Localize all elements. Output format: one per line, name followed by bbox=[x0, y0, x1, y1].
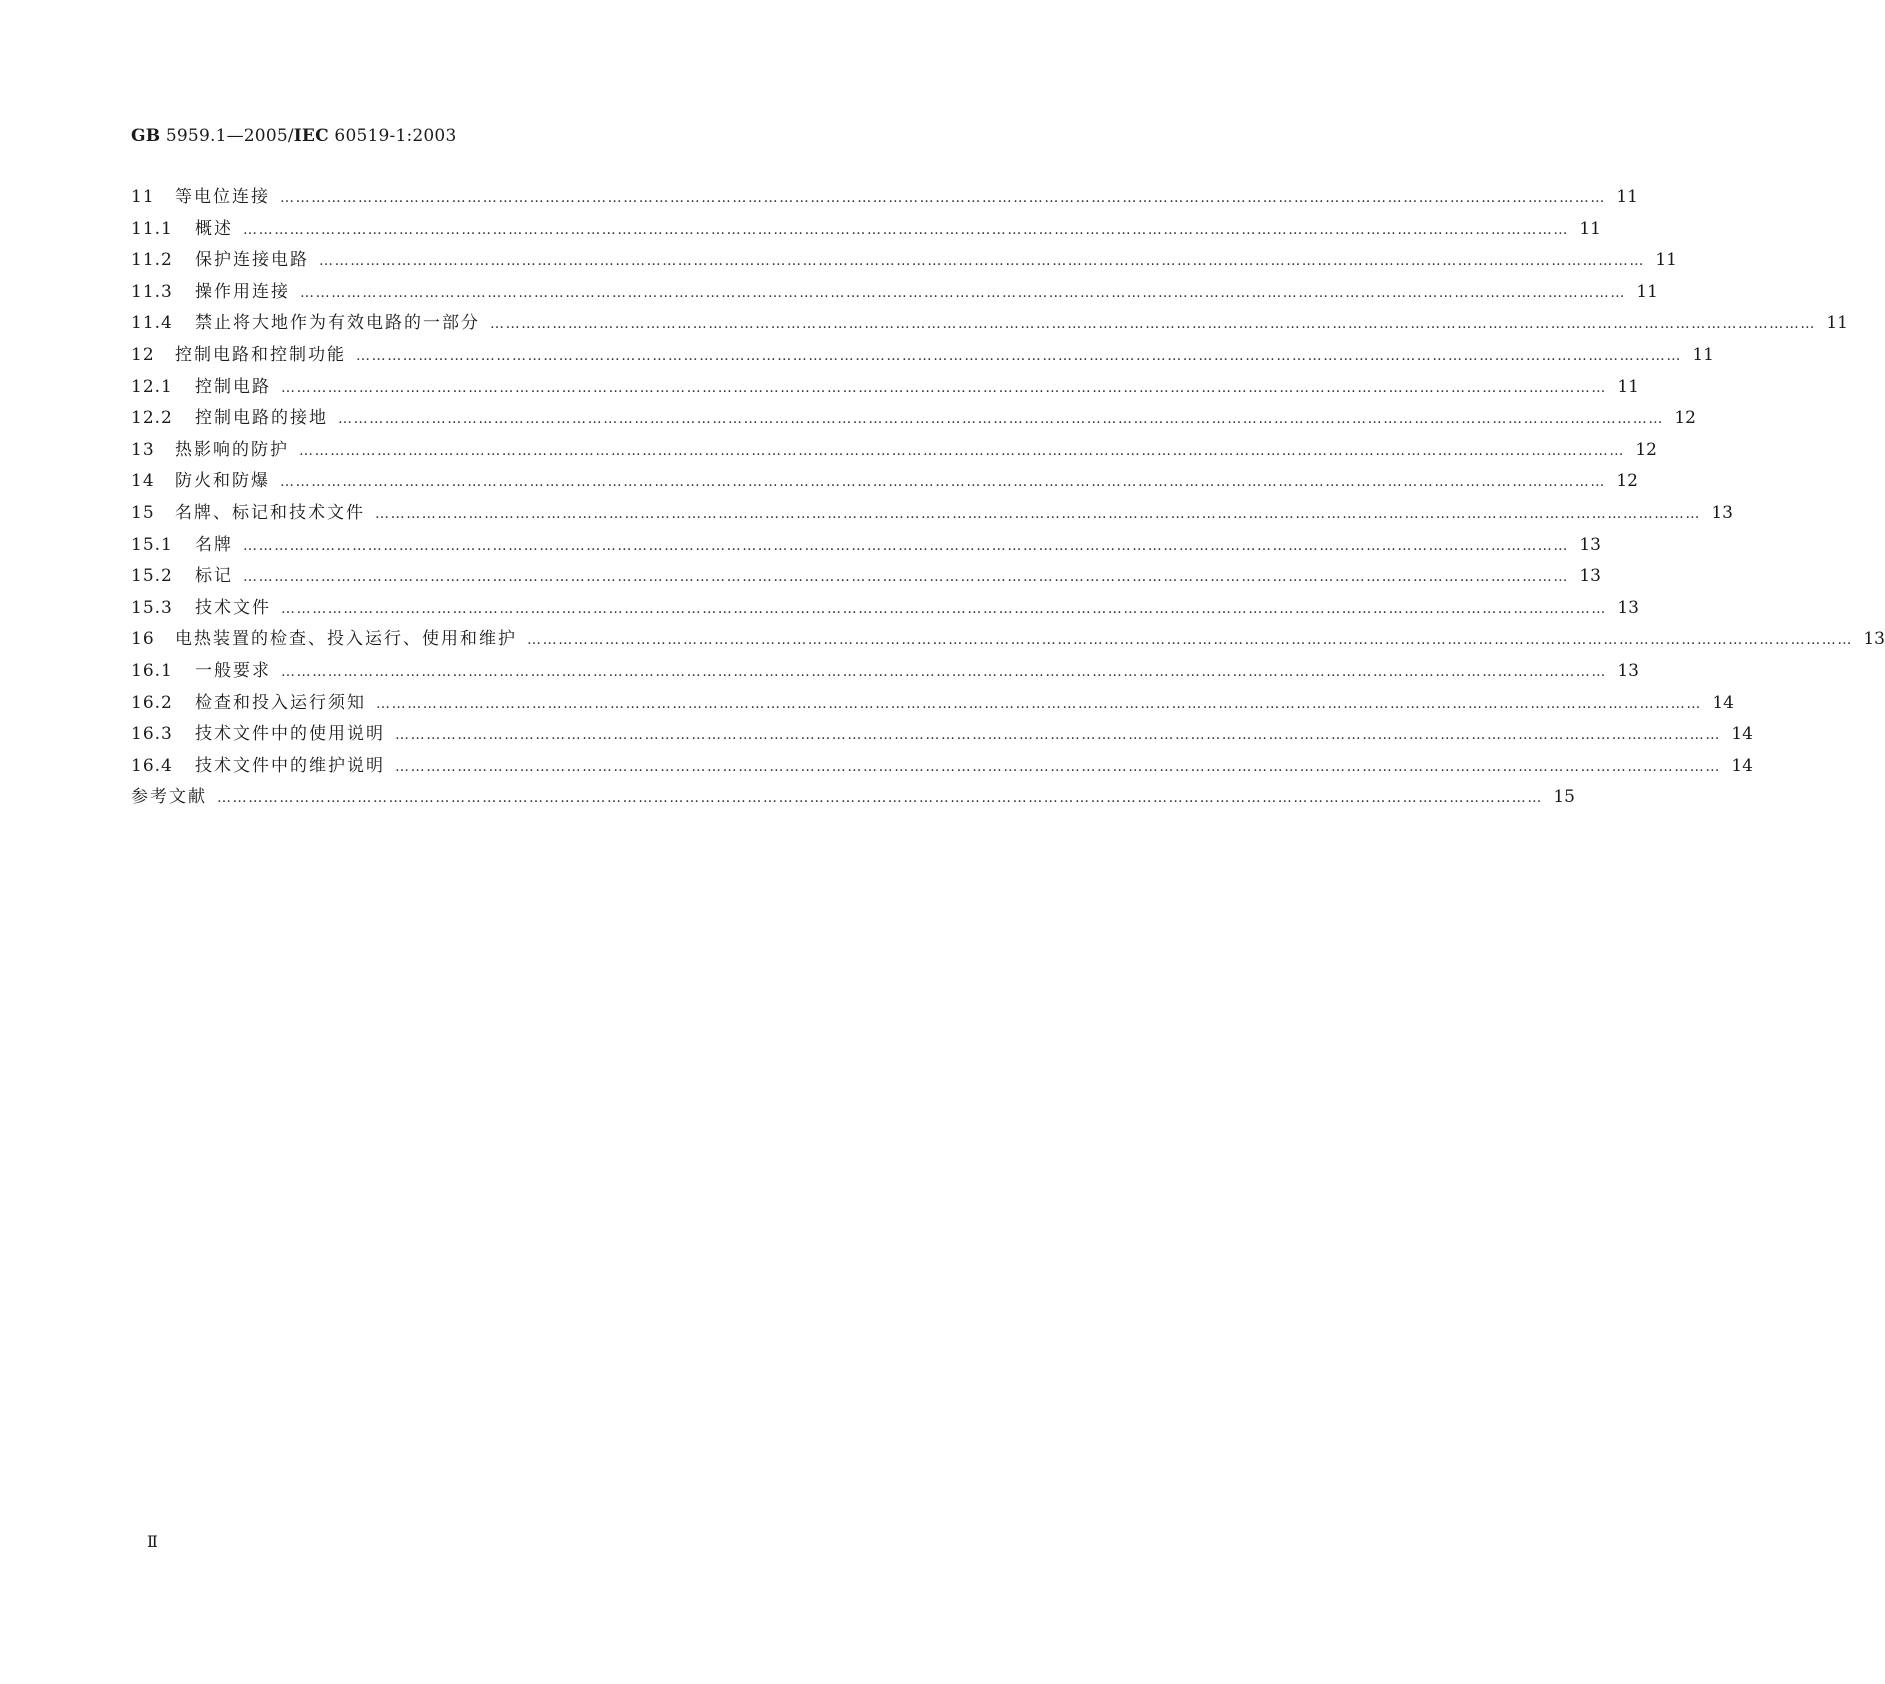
toc-entry-page: 12 bbox=[1674, 408, 1696, 429]
toc-entry-number: 16 bbox=[131, 629, 155, 650]
toc-dot-leader: ………………………………………………………………………………………………………………………………………………………………………………………………………………………………… bbox=[376, 695, 1702, 712]
toc-entry-page: 13 bbox=[1863, 629, 1885, 650]
toc-entry-number: 11.1 bbox=[131, 218, 173, 239]
toc-dot-leader: ………………………………………………………………………………………………………………………………………………………………………………………………………………………………… bbox=[281, 663, 1607, 680]
toc-entry-page: 11 bbox=[1617, 376, 1639, 397]
document-header bbox=[131, 126, 456, 146]
toc-entry-page: 12 bbox=[1616, 471, 1638, 492]
toc-entry-number: 12.2 bbox=[131, 408, 173, 429]
toc-entry-page: 11 bbox=[1636, 281, 1658, 302]
toc-entry-title: 检查和投入运行须知 bbox=[195, 692, 366, 713]
toc-entry-title: 防火和防爆 bbox=[175, 471, 270, 492]
toc-entry-title: 一般要求 bbox=[195, 660, 271, 681]
toc-entry[interactable] bbox=[131, 561, 1601, 593]
toc-entry-number: 14 bbox=[131, 471, 155, 492]
toc-entry[interactable] bbox=[131, 214, 1601, 246]
toc-entry-number: 16.3 bbox=[131, 724, 173, 745]
toc-dot-leader: ………………………………………………………………………………………………………………………………………………………………………………………………………………………………… bbox=[243, 221, 1569, 238]
toc-entry-number: 16.2 bbox=[131, 692, 173, 713]
toc-dot-leader: ………………………………………………………………………………………………………………………………………………………………………………………………………………………………… bbox=[356, 347, 1682, 364]
toc-dot-leader: ………………………………………………………………………………………………………………………………………………………………………………………………………………………………… bbox=[319, 253, 1645, 270]
toc-entry-page: 12 bbox=[1635, 439, 1657, 460]
toc-entry-page: 13 bbox=[1617, 597, 1639, 618]
toc-entry-number: 15 bbox=[131, 502, 155, 523]
toc-entry[interactable] bbox=[131, 656, 1639, 688]
toc-entry[interactable] bbox=[131, 277, 1658, 309]
toc-entry-page: 14 bbox=[1731, 755, 1753, 776]
toc-entry-title: 等电位连接 bbox=[175, 187, 270, 207]
toc-entry[interactable] bbox=[131, 245, 1677, 277]
table-of-contents bbox=[131, 182, 1885, 814]
toc-entry-title: 技术文件中的维护说明 bbox=[195, 755, 385, 776]
toc-entry-title: 禁止将大地作为有效电路的一部分 bbox=[195, 313, 480, 334]
toc-entry-number: 15.1 bbox=[131, 534, 173, 555]
toc-entry-number: 12 bbox=[131, 344, 155, 365]
toc-entry[interactable] bbox=[131, 435, 1657, 467]
toc-entry[interactable] bbox=[131, 751, 1753, 783]
toc-dot-leader: ………………………………………………………………………………………………………………………………………………………………………………………………………………………………… bbox=[395, 758, 1721, 775]
toc-entry[interactable] bbox=[131, 403, 1696, 435]
toc-entry[interactable] bbox=[131, 372, 1639, 404]
toc-entry-title: 热影响的防护 bbox=[175, 439, 289, 460]
toc-entry-title: 技术文件 bbox=[195, 597, 271, 618]
toc-entry-number: 11.3 bbox=[131, 281, 173, 302]
standard-number: 5959.1—2005/ bbox=[160, 126, 294, 146]
toc-entry-title: 标记 bbox=[195, 566, 233, 587]
toc-entry[interactable] bbox=[131, 340, 1714, 372]
toc-dot-leader: ………………………………………………………………………………………………………………………………………………………………………………………………………………………………… bbox=[280, 190, 1606, 206]
toc-entry[interactable] bbox=[131, 530, 1601, 562]
toc-entry-title: 控制电路的接地 bbox=[195, 408, 328, 429]
toc-entry-page: 14 bbox=[1731, 724, 1753, 745]
toc-entry-page: 11 bbox=[1655, 250, 1677, 271]
toc-entry-number: 13 bbox=[131, 439, 155, 460]
toc-dot-leader: ………………………………………………………………………………………………………………………………………………………………………………………………………………………………… bbox=[217, 790, 1543, 807]
toc-dot-leader: ………………………………………………………………………………………………………………………………………………………………………………………………………………………………… bbox=[300, 284, 1626, 301]
toc-entry-title: 控制电路 bbox=[195, 376, 271, 397]
toc-dot-leader: ………………………………………………………………………………………………………………………………………………………………………………………………………………………………… bbox=[338, 411, 1664, 428]
toc-entry[interactable] bbox=[131, 782, 1575, 814]
toc-dot-leader: ………………………………………………………………………………………………………………………………………………………………………………………………………………………………… bbox=[527, 632, 1853, 649]
toc-entry-title: 电热装置的检查、投入运行、使用和维护 bbox=[175, 629, 517, 650]
toc-entry-title: 技术文件中的使用说明 bbox=[195, 724, 385, 745]
standard-code: GB bbox=[131, 126, 161, 146]
toc-entry[interactable] bbox=[131, 688, 1734, 720]
toc-entry-page: 11 bbox=[1579, 218, 1601, 239]
toc-entry-title: 名牌 bbox=[195, 534, 233, 555]
page-number: Ⅱ bbox=[147, 1532, 158, 1551]
toc-entry-title: 保护连接电路 bbox=[195, 250, 309, 271]
toc-entry-number: 11.2 bbox=[131, 250, 173, 271]
toc-entry-page: 13 bbox=[1579, 534, 1601, 555]
toc-entry-title: 控制电路和控制功能 bbox=[175, 344, 346, 365]
toc-entry-title: 名牌、标记和技术文件 bbox=[175, 502, 365, 523]
toc-dot-leader: ………………………………………………………………………………………………………………………………………………………………………………………………………………………………… bbox=[299, 442, 1625, 459]
toc-dot-leader: ………………………………………………………………………………………………………………………………………………………………………………………………………………………………… bbox=[375, 505, 1701, 522]
toc-dot-leader: ………………………………………………………………………………………………………………………………………………………………………………………………………………………………… bbox=[281, 600, 1607, 617]
toc-entry-page: 15 bbox=[1553, 787, 1575, 808]
toc-entry-page: 13 bbox=[1711, 502, 1733, 523]
toc-dot-leader: ………………………………………………………………………………………………………………………………………………………………………………………………………………………………… bbox=[490, 316, 1816, 333]
iec-code: IEC bbox=[293, 126, 329, 146]
toc-entry[interactable] bbox=[131, 593, 1639, 625]
toc-entry-page: 11 bbox=[1616, 187, 1638, 207]
toc-dot-leader: ………………………………………………………………………………………………………………………………………………………………………………………………………………………………… bbox=[281, 379, 1607, 396]
toc-entry[interactable] bbox=[131, 182, 1638, 214]
toc-entry-number: 16.1 bbox=[131, 660, 173, 681]
toc-entry-title: 操作用连接 bbox=[195, 281, 290, 302]
toc-entry-title: 参考文献 bbox=[131, 787, 207, 808]
toc-entry-page: 13 bbox=[1579, 566, 1601, 587]
toc-entry-page: 11 bbox=[1826, 313, 1848, 334]
toc-entry[interactable] bbox=[131, 466, 1638, 498]
toc-entry-page: 13 bbox=[1617, 660, 1639, 681]
toc-entry[interactable] bbox=[131, 624, 1885, 656]
toc-entry-title: 概述 bbox=[195, 218, 233, 239]
toc-dot-leader: ………………………………………………………………………………………………………………………………………………………………………………………………………………………………… bbox=[395, 727, 1721, 744]
toc-entry-number: 11 bbox=[131, 187, 155, 207]
toc-entry-number: 12.1 bbox=[131, 376, 173, 397]
iec-number: 60519-1:2003 bbox=[328, 126, 457, 146]
toc-entry[interactable] bbox=[131, 308, 1848, 340]
toc-entry[interactable] bbox=[131, 719, 1753, 751]
toc-entry-page: 11 bbox=[1692, 344, 1714, 365]
toc-entry-number: 15.2 bbox=[131, 566, 173, 587]
toc-dot-leader: ………………………………………………………………………………………………………………………………………………………………………………………………………………………………… bbox=[243, 537, 1569, 554]
toc-dot-leader: ………………………………………………………………………………………………………………………………………………………………………………………………………………………………… bbox=[280, 474, 1606, 491]
toc-entry-number: 16.4 bbox=[131, 755, 173, 776]
toc-dot-leader: ………………………………………………………………………………………………………………………………………………………………………………………………………………………………… bbox=[243, 569, 1569, 586]
toc-entry[interactable] bbox=[131, 498, 1733, 530]
toc-entry-page: 14 bbox=[1712, 692, 1734, 713]
toc-entry-number: 15.3 bbox=[131, 597, 173, 618]
toc-entry-number: 11.4 bbox=[131, 313, 173, 334]
